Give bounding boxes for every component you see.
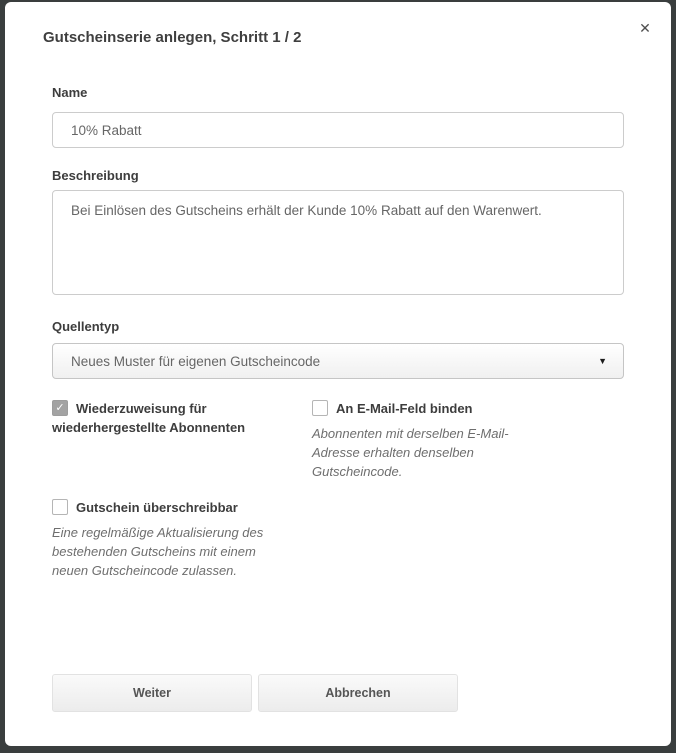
- overwritable-checkbox[interactable]: [52, 499, 68, 515]
- description-label: Beschreibung: [52, 168, 139, 183]
- dialog-body: [5, 85, 671, 580]
- bind-email-checkbox-item: [312, 399, 624, 481]
- check-icon: ✓: [55, 402, 65, 414]
- description-textarea[interactable]: [52, 190, 624, 295]
- name-input[interactable]: [52, 112, 624, 148]
- source-type-selected-value: Neues Muster für eigenen Gutscheincode: [71, 353, 321, 369]
- create-voucher-series-dialog: [5, 2, 671, 746]
- chevron-down-icon: ▼: [598, 355, 607, 366]
- bind-email-checkbox[interactable]: [312, 400, 328, 416]
- close-icon[interactable]: ✕: [635, 18, 655, 38]
- source-type-select[interactable]: [52, 343, 624, 379]
- checkbox-section: [52, 399, 624, 580]
- reassign-checkbox-label[interactable]: Wiederzuweisung für wiederhergestellte Abonnenten: [52, 401, 246, 435]
- overwritable-checkbox-item: [52, 498, 304, 580]
- dialog-title: Gutscheinserie anlegen, Schritt 1 / 2: [43, 29, 302, 46]
- overwritable-description: Eine regelmäßige Aktualisierung des bestehenden Gutscheins mit einem neuen Gutscheincode zulassen.: [52, 525, 264, 578]
- overwritable-checkbox-label[interactable]: Gutschein überschreibbar: [76, 500, 238, 515]
- next-button[interactable]: Weiter: [52, 674, 252, 712]
- cancel-button[interactable]: Abbrechen: [258, 674, 458, 712]
- dialog-header: [5, 2, 671, 47]
- reassign-checkbox[interactable]: [52, 400, 68, 416]
- bind-email-description: Abonnenten mit derselben E-Mail-Adresse erhalten denselben Gutscheincode.: [312, 426, 509, 479]
- dialog-footer: [52, 674, 458, 712]
- name-label: Name: [52, 85, 88, 100]
- reassign-checkbox-item: [52, 399, 304, 481]
- bind-email-checkbox-label[interactable]: An E-Mail-Feld binden: [336, 401, 473, 416]
- source-type-label: Quellentyp: [52, 319, 120, 334]
